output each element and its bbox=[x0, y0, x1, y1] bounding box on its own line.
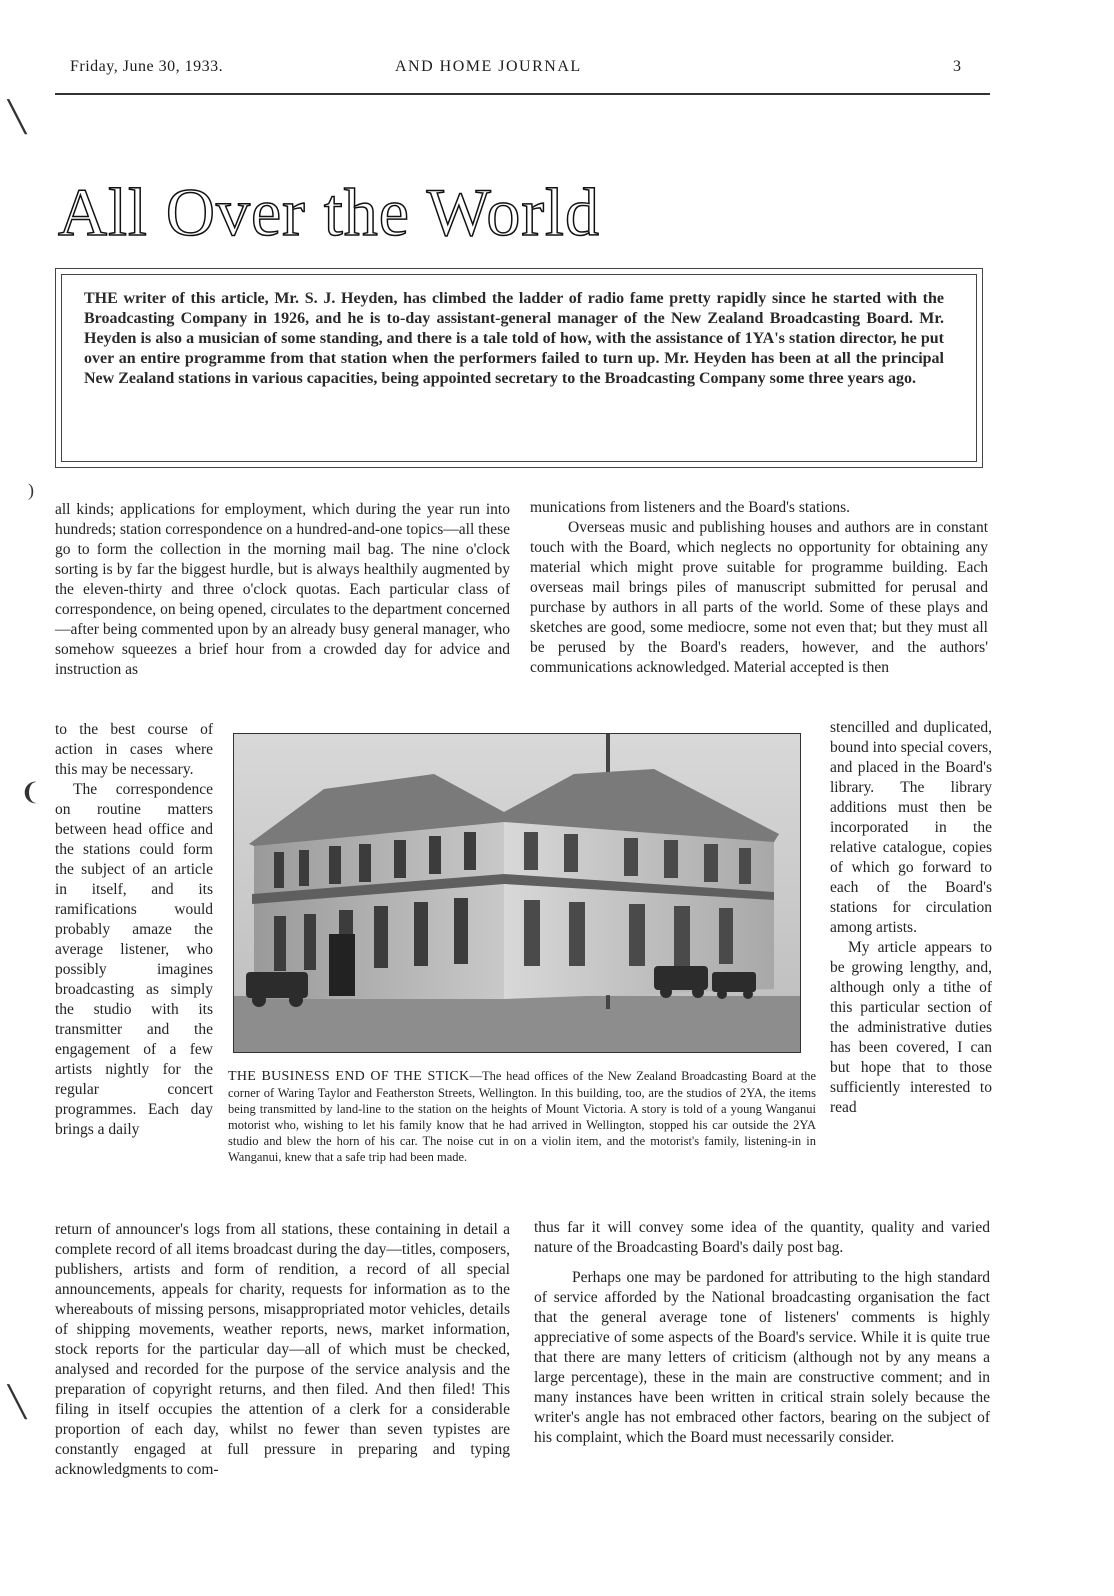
header-divider bbox=[55, 93, 990, 95]
building-photo bbox=[233, 733, 801, 1053]
left-column-narrow bbox=[55, 720, 213, 1140]
paragraph: return of announcer's logs from all stations, these containing in detail a complete record of all items broadcast during the day—titles, composers, publishers, artists and form of rendition, a record of all special announcements, appeals for charity, requests for information as to the whereabouts of missing persons, misappropriated motor vehicles, details of shipping movements, weather reports, news, market information, stock reports for the particular day—all of which must be checked, analysed and recorded for the purpose of the service analysis and the preparation of copyright returns, and then filed. And then filed! This filing in itself occupies the attention of a clerk for a considerable proportion of each day, whilst no fewer than seven typistes are constantly engaged at full pressure in preparing and typing acknowledgments to com- bbox=[55, 1221, 510, 1478]
paragraph: thus far it will convey some idea of the quantity, quality and varied nature of the Broadcasting Board's daily post bag. bbox=[534, 1219, 990, 1256]
caption-lead: THE BUSINESS END OF THE STICK bbox=[228, 1069, 470, 1084]
paragraph: The correspondence on routine matters between head office and the stations could form the subject of an article in itself, and its ramifications would probably amaze the average listener, who possibly imagines broadcasting as simply the studio with its transmitter and the engagement of a few artists nightly for the regular concert programmes. Each day brings a daily bbox=[55, 781, 213, 1138]
paragraph: stencilled and duplicated, bound into special covers, and placed in the Board's library. The library additions must then be incorporated in the relative catalogue, copies of which go forward to each of the Board's stations for circulation among artists. bbox=[830, 719, 992, 936]
building-illustration bbox=[234, 734, 800, 1052]
paragraph: to the best course of action in cases where this may be necessary. bbox=[55, 721, 213, 778]
scan-mark: ) bbox=[28, 480, 34, 500]
issue-date: Friday, June 30, 1933. bbox=[70, 58, 224, 75]
caption-body: —The head offices of the New Zealand Broadcasting Board at the corner of Waring Taylor and Featherston Streets, Wellington. In this building, too, are the studios of 2YA, the items being transmitted by land-line to the station on the heights of Mount Victoria. A story is told of a young Wanganui motorist who, wishing to let his family know that he had arrived in Wellington, stopped his car outside the 2YA studio and blew the horn of his car. The noise cut in on a violin item, and the motorist's family, listening-in in Wanganui, knew that a safe trip had been made. bbox=[228, 1069, 816, 1164]
scan-mark: ❨ bbox=[20, 780, 41, 806]
intro-text: THE writer of this article, Mr. S. J. Heyden, has climbed the ladder of radio fame pretty rapidly since he started with the Broadcasting Company in 1926, and he is to-day assistant-general manager of the New Zealand Broadcasting Board. Mr. Heyden is also a musician of some standing, and there is a tale told of how, with the assistance of 1YA's station director, he put over an entire programme from that station when the performers failed to turn up. Mr. Heyden has been at all the principal New Zealand stations in various capacities, being appointed secretary to the Broadcasting Company some three years ago. bbox=[84, 290, 944, 387]
right-column-top bbox=[530, 498, 988, 678]
page-number: 3 bbox=[953, 58, 961, 75]
paragraph: Perhaps one may be pardoned for attributing to the high standard of service afforded by the National broadcasting organisation the fact that the general average tone of listeners' comments is highly appreciative of some aspects of the Board's service. While it is quite true that there are many letters of criticism (although not by any means a large percentage), these in the main are constructive comment; and in many instances have been written in critical strain solely because the writer's angle has not embraced other factors, bearing on the subject of his complaint, which the Board must necessarily consider. bbox=[534, 1269, 990, 1446]
paragraph: My article appears to be growing lengthy, and, although only a tithe of this particular section of the administrative duties has been covered, I can but hope that to those sufficiently interested to read bbox=[830, 939, 992, 1116]
article-headline: All Over the World bbox=[58, 174, 600, 250]
left-column-top bbox=[55, 500, 510, 680]
right-column-narrow bbox=[830, 718, 992, 1118]
scan-mark: ╲ bbox=[8, 101, 27, 134]
right-column-bottom bbox=[534, 1218, 990, 1448]
paragraph: munications from listeners and the Board's stations. bbox=[530, 499, 851, 516]
photo-caption bbox=[228, 1068, 816, 1165]
publication-name: AND HOME JOURNAL bbox=[395, 58, 582, 75]
scan-mark: ╲ bbox=[8, 1386, 27, 1419]
intro-box bbox=[55, 268, 983, 468]
paragraph: all kinds; applications for employment, which during the year run into hundreds; station correspondence on a hundred-and-one topics—all these go to form the collection in the morning mail bag. The nine o'clock sorting is by far the biggest hurdle, but is always healthily augmented by the eleven-thirty and three o'clock quotas. Each particular class of correspondence, on being opened, circulates to the department concerned—after being commented upon by an already busy general manager, who somehow squeezes a brief hour from a crowded day for advice and instruction as bbox=[55, 501, 510, 678]
paragraph: Overseas music and publishing houses and authors are in constant touch with the Board, which neglects no opportunity for obtaining any material which might prove suitable for programme building. Each overseas mail brings piles of manuscript submitted for perusal and purchase by authors in all parts of the world. Some of these plays and sketches are good, some mediocre, some not even that; but they must all be perused by the Board's readers, however, and the authors' communications acknowledged. Material accepted is then bbox=[530, 519, 988, 676]
left-column-bottom bbox=[55, 1220, 510, 1480]
